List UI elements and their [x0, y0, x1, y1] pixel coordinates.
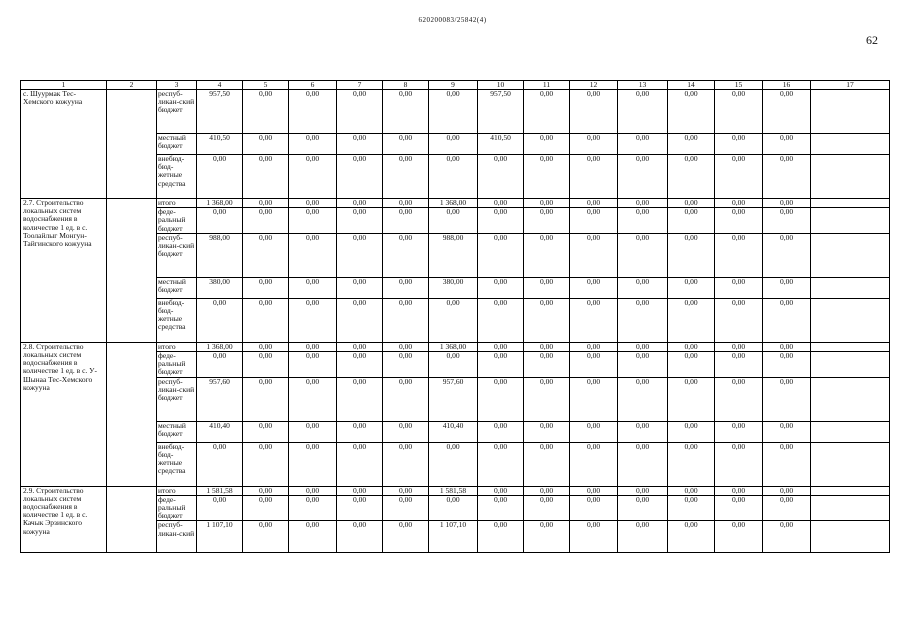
- item-name: 2.7. Строительство локальных систем водоснабжения в количестве 1 ед. в с. Тоолайлыг Монгун-Тайгинского кожууна: [21, 199, 107, 343]
- amount-cell: 0,00: [570, 521, 618, 553]
- funding-source: местный бюджет: [157, 134, 197, 155]
- amount-cell: 0,00: [289, 233, 337, 277]
- column-number: 2: [107, 81, 157, 90]
- amount-cell: 1 581,58: [197, 486, 243, 495]
- amount-cell: 0,00: [668, 233, 715, 277]
- amount-cell: 0,00: [197, 208, 243, 234]
- amount-cell: 0,00: [570, 155, 618, 199]
- amount-cell: 0,00: [289, 298, 337, 342]
- amount-cell: 0,00: [383, 208, 429, 234]
- amount-cell: 0,00: [383, 352, 429, 378]
- amount-cell: 0,00: [383, 155, 429, 199]
- amount-cell: 0,00: [618, 486, 668, 495]
- amount-cell: 0,00: [289, 90, 337, 134]
- amount-cell: 0,00: [478, 521, 524, 553]
- amount-cell: 0,00: [383, 486, 429, 495]
- amount-cell: 0,00: [289, 442, 337, 486]
- amount-cell: 0,00: [289, 521, 337, 553]
- amount-cell: 0,00: [570, 352, 618, 378]
- amount-cell: 0,00: [715, 521, 763, 553]
- amount-cell: 0,00: [570, 442, 618, 486]
- table-body: [21, 81, 890, 553]
- amount-cell: 0,00: [524, 377, 570, 421]
- funding-source: местный бюджет: [157, 421, 197, 442]
- notes-cell: [811, 442, 890, 486]
- amount-cell: 0,00: [524, 342, 570, 351]
- notes-cell: [811, 521, 890, 553]
- amount-cell: 0,00: [618, 298, 668, 342]
- amount-cell: 0,00: [618, 442, 668, 486]
- amount-cell: 0,00: [618, 342, 668, 351]
- page-number: 62: [866, 33, 878, 47]
- notes-cell: [811, 486, 890, 495]
- amount-cell: 0,00: [243, 377, 289, 421]
- amount-cell: 0,00: [524, 521, 570, 553]
- column-number: 4: [197, 81, 243, 90]
- amount-cell: 0,00: [243, 233, 289, 277]
- amount-cell: 0,00: [243, 134, 289, 155]
- amount-cell: 0,00: [524, 495, 570, 521]
- amount-cell: 410,40: [197, 421, 243, 442]
- amount-cell: 0,00: [289, 486, 337, 495]
- amount-cell: 988,00: [197, 233, 243, 277]
- amount-cell: 957,50: [478, 90, 524, 134]
- amount-cell: 1 107,10: [429, 521, 478, 553]
- amount-cell: 0,00: [524, 298, 570, 342]
- amount-cell: 0,00: [763, 342, 811, 351]
- amount-cell: 0,00: [478, 377, 524, 421]
- amount-cell: 0,00: [570, 495, 618, 521]
- column-number-row: [21, 81, 890, 90]
- amount-cell: 0,00: [763, 134, 811, 155]
- amount-cell: 0,00: [243, 352, 289, 378]
- amount-cell: 0,00: [715, 90, 763, 134]
- amount-cell: 0,00: [618, 134, 668, 155]
- amount-cell: 0,00: [383, 495, 429, 521]
- amount-cell: 0,00: [524, 90, 570, 134]
- amount-cell: 0,00: [618, 352, 668, 378]
- amount-cell: 1 368,00: [197, 199, 243, 208]
- amount-cell: 0,00: [429, 208, 478, 234]
- amount-cell: 0,00: [668, 199, 715, 208]
- amount-cell: 380,00: [197, 277, 243, 298]
- amount-cell: 0,00: [337, 442, 383, 486]
- funding-source: респуб-ликан-ский бюджет: [157, 377, 197, 421]
- amount-cell: 0,00: [337, 298, 383, 342]
- amount-cell: 0,00: [383, 90, 429, 134]
- amount-cell: 0,00: [289, 199, 337, 208]
- amount-cell: 0,00: [243, 486, 289, 495]
- amount-cell: 0,00: [337, 486, 383, 495]
- amount-cell: 957,50: [197, 90, 243, 134]
- amount-cell: 0,00: [243, 208, 289, 234]
- amount-cell: 0,00: [478, 421, 524, 442]
- amount-cell: 0,00: [618, 521, 668, 553]
- column-number: 17: [811, 81, 890, 90]
- amount-cell: 0,00: [668, 298, 715, 342]
- amount-cell: 0,00: [763, 208, 811, 234]
- amount-cell: 0,00: [197, 155, 243, 199]
- amount-cell: 0,00: [668, 342, 715, 351]
- column-number: 13: [618, 81, 668, 90]
- amount-cell: 0,00: [337, 421, 383, 442]
- amount-cell: 0,00: [763, 298, 811, 342]
- amount-cell: 0,00: [570, 208, 618, 234]
- amount-cell: 0,00: [618, 208, 668, 234]
- amount-cell: 0,00: [243, 495, 289, 521]
- amount-cell: 0,00: [715, 208, 763, 234]
- amount-cell: 0,00: [618, 155, 668, 199]
- table-row: [21, 486, 890, 495]
- notes-cell: [811, 134, 890, 155]
- amount-cell: 0,00: [618, 199, 668, 208]
- amount-cell: 0,00: [570, 134, 618, 155]
- amount-cell: 0,00: [478, 233, 524, 277]
- amount-cell: 0,00: [197, 352, 243, 378]
- amount-cell: 0,00: [715, 486, 763, 495]
- amount-cell: 0,00: [618, 277, 668, 298]
- funding-source: внебюд-бюд-жетные средства: [157, 298, 197, 342]
- amount-cell: 1 107,10: [197, 521, 243, 553]
- amount-cell: 0,00: [668, 155, 715, 199]
- item-name: с. Шуурмак Тес-Хемского кожууна: [21, 90, 107, 199]
- amount-cell: 0,00: [763, 155, 811, 199]
- notes-cell: [811, 208, 890, 234]
- notes-cell: [811, 155, 890, 199]
- funding-source: респуб-ликан-ский бюджет: [157, 90, 197, 134]
- amount-cell: 0,00: [763, 486, 811, 495]
- amount-cell: 0,00: [383, 442, 429, 486]
- amount-cell: 0,00: [243, 155, 289, 199]
- amount-cell: 0,00: [715, 421, 763, 442]
- amount-cell: 0,00: [197, 298, 243, 342]
- column-number: 7: [337, 81, 383, 90]
- amount-cell: 380,00: [429, 277, 478, 298]
- amount-cell: 0,00: [524, 421, 570, 442]
- amount-cell: 0,00: [429, 134, 478, 155]
- amount-cell: 0,00: [337, 352, 383, 378]
- amount-cell: 0,00: [243, 521, 289, 553]
- amount-cell: 0,00: [524, 208, 570, 234]
- amount-cell: 0,00: [289, 208, 337, 234]
- amount-cell: 0,00: [524, 155, 570, 199]
- amount-cell: 0,00: [763, 90, 811, 134]
- amount-cell: 0,00: [478, 486, 524, 495]
- item-name: 2.9. Строительство локальных систем водоснабжения в количестве 1 ед. в с. Качык Эрзинского кожууна: [21, 486, 107, 553]
- amount-cell: 0,00: [570, 199, 618, 208]
- amount-cell: 0,00: [429, 495, 478, 521]
- amount-cell: 0,00: [383, 199, 429, 208]
- amount-cell: 0,00: [337, 277, 383, 298]
- amount-cell: 0,00: [763, 277, 811, 298]
- amount-cell: 0,00: [715, 342, 763, 351]
- amount-cell: 0,00: [429, 155, 478, 199]
- column-number: 6: [289, 81, 337, 90]
- amount-cell: 0,00: [289, 421, 337, 442]
- amount-cell: 0,00: [763, 442, 811, 486]
- notes-cell: [811, 233, 890, 277]
- amount-cell: 0,00: [383, 277, 429, 298]
- amount-cell: 0,00: [289, 342, 337, 351]
- amount-cell: 0,00: [524, 277, 570, 298]
- amount-cell: 0,00: [570, 421, 618, 442]
- amount-cell: 0,00: [289, 495, 337, 521]
- amount-cell: 0,00: [668, 352, 715, 378]
- amount-cell: 0,00: [383, 134, 429, 155]
- column-number: 5: [243, 81, 289, 90]
- amount-cell: 0,00: [478, 442, 524, 486]
- amount-cell: 0,00: [243, 342, 289, 351]
- amount-cell: 0,00: [478, 277, 524, 298]
- amount-cell: 0,00: [524, 352, 570, 378]
- table-row: [21, 199, 890, 208]
- column-number: 11: [524, 81, 570, 90]
- amount-cell: 0,00: [337, 521, 383, 553]
- amount-cell: 0,00: [715, 233, 763, 277]
- amount-cell: 0,00: [337, 90, 383, 134]
- amount-cell: 0,00: [337, 155, 383, 199]
- notes-cell: [811, 342, 890, 351]
- amount-cell: 0,00: [243, 442, 289, 486]
- amount-cell: 0,00: [243, 421, 289, 442]
- amount-cell: 0,00: [618, 421, 668, 442]
- amount-cell: 0,00: [429, 298, 478, 342]
- amount-cell: 0,00: [478, 199, 524, 208]
- amount-cell: 0,00: [668, 377, 715, 421]
- amount-cell: 410,50: [478, 134, 524, 155]
- funding-source: итого: [157, 342, 197, 351]
- column-number: 10: [478, 81, 524, 90]
- amount-cell: 0,00: [668, 486, 715, 495]
- amount-cell: 0,00: [289, 155, 337, 199]
- funding-source: феде-ральный бюджет: [157, 208, 197, 234]
- amount-cell: 0,00: [715, 442, 763, 486]
- amount-cell: 0,00: [337, 342, 383, 351]
- column-number: 15: [715, 81, 763, 90]
- amount-cell: 0,00: [289, 134, 337, 155]
- amount-cell: 0,00: [243, 199, 289, 208]
- amount-cell: 410,50: [197, 134, 243, 155]
- amount-cell: 0,00: [337, 233, 383, 277]
- column-number: 14: [668, 81, 715, 90]
- amount-cell: 410,40: [429, 421, 478, 442]
- executor-cell: [107, 486, 157, 553]
- notes-cell: [811, 352, 890, 378]
- amount-cell: 0,00: [478, 495, 524, 521]
- amount-cell: 0,00: [668, 421, 715, 442]
- notes-cell: [811, 377, 890, 421]
- amount-cell: 0,00: [478, 342, 524, 351]
- amount-cell: 0,00: [243, 298, 289, 342]
- amount-cell: 0,00: [197, 495, 243, 521]
- notes-cell: [811, 421, 890, 442]
- amount-cell: 0,00: [618, 377, 668, 421]
- executor-cell: [107, 199, 157, 343]
- amount-cell: 0,00: [715, 155, 763, 199]
- amount-cell: 0,00: [429, 352, 478, 378]
- table-row: [21, 342, 890, 351]
- amount-cell: 957,60: [197, 377, 243, 421]
- funding-source: итого: [157, 199, 197, 208]
- amount-cell: 0,00: [478, 352, 524, 378]
- column-number: 16: [763, 81, 811, 90]
- amount-cell: 0,00: [570, 233, 618, 277]
- amount-cell: 0,00: [524, 442, 570, 486]
- amount-cell: 0,00: [337, 377, 383, 421]
- funding-source: респуб-ликан-ский: [157, 521, 197, 553]
- notes-cell: [811, 277, 890, 298]
- amount-cell: 0,00: [524, 199, 570, 208]
- amount-cell: 0,00: [478, 208, 524, 234]
- executor-cell: [107, 90, 157, 199]
- amount-cell: 0,00: [337, 134, 383, 155]
- amount-cell: 0,00: [337, 208, 383, 234]
- amount-cell: 0,00: [524, 233, 570, 277]
- amount-cell: 0,00: [668, 521, 715, 553]
- amount-cell: 0,00: [570, 277, 618, 298]
- column-number: 1: [21, 81, 107, 90]
- amount-cell: 0,00: [429, 90, 478, 134]
- amount-cell: 0,00: [243, 90, 289, 134]
- item-name: 2.8. Строительство локальных систем водоснабжения в количестве 1 ед. в с. У-Шынаа Тес-Хемского кожууна: [21, 342, 107, 486]
- amount-cell: 0,00: [478, 155, 524, 199]
- amount-cell: 1 368,00: [429, 342, 478, 351]
- table-row: [21, 90, 890, 134]
- notes-cell: [811, 495, 890, 521]
- amount-cell: 0,00: [763, 352, 811, 378]
- amount-cell: 0,00: [570, 377, 618, 421]
- amount-cell: 0,00: [570, 90, 618, 134]
- amount-cell: 0,00: [715, 277, 763, 298]
- amount-cell: 0,00: [429, 442, 478, 486]
- amount-cell: 0,00: [668, 495, 715, 521]
- executor-cell: [107, 342, 157, 486]
- amount-cell: 0,00: [668, 134, 715, 155]
- amount-cell: 0,00: [383, 233, 429, 277]
- document-code: 620200083/25842(4): [418, 16, 487, 24]
- column-number: 12: [570, 81, 618, 90]
- amount-cell: 1 581,58: [429, 486, 478, 495]
- amount-cell: 0,00: [289, 352, 337, 378]
- amount-cell: 0,00: [524, 134, 570, 155]
- amount-cell: 0,00: [715, 298, 763, 342]
- amount-cell: 0,00: [337, 495, 383, 521]
- amount-cell: 0,00: [618, 495, 668, 521]
- amount-cell: 0,00: [337, 199, 383, 208]
- amount-cell: 0,00: [383, 377, 429, 421]
- amount-cell: 0,00: [763, 233, 811, 277]
- funding-source: феде-ральный бюджет: [157, 352, 197, 378]
- amount-cell: 0,00: [618, 90, 668, 134]
- amount-cell: 0,00: [383, 421, 429, 442]
- amount-cell: 0,00: [524, 486, 570, 495]
- notes-cell: [811, 90, 890, 134]
- budget-table: [20, 80, 890, 553]
- notes-cell: [811, 199, 890, 208]
- funding-source: итого: [157, 486, 197, 495]
- amount-cell: 0,00: [763, 421, 811, 442]
- amount-cell: 1 368,00: [429, 199, 478, 208]
- amount-cell: 0,00: [715, 495, 763, 521]
- amount-cell: 0,00: [478, 298, 524, 342]
- amount-cell: 0,00: [715, 199, 763, 208]
- amount-cell: 0,00: [668, 90, 715, 134]
- column-number: 3: [157, 81, 197, 90]
- funding-source: местный бюджет: [157, 277, 197, 298]
- amount-cell: 0,00: [668, 208, 715, 234]
- amount-cell: 0,00: [570, 298, 618, 342]
- funding-source: феде-ральный бюджет: [157, 495, 197, 521]
- amount-cell: 1 368,00: [197, 342, 243, 351]
- amount-cell: 0,00: [383, 298, 429, 342]
- amount-cell: 0,00: [668, 442, 715, 486]
- amount-cell: 0,00: [668, 277, 715, 298]
- funding-source: внебюд-бюд-жетные средства: [157, 442, 197, 486]
- notes-cell: [811, 298, 890, 342]
- amount-cell: 0,00: [715, 377, 763, 421]
- amount-cell: 0,00: [243, 277, 289, 298]
- amount-cell: 0,00: [763, 199, 811, 208]
- amount-cell: 0,00: [197, 442, 243, 486]
- funding-source: респуб-ликан-ский бюджет: [157, 233, 197, 277]
- amount-cell: 0,00: [289, 277, 337, 298]
- amount-cell: 0,00: [763, 377, 811, 421]
- amount-cell: 957,60: [429, 377, 478, 421]
- amount-cell: 0,00: [570, 342, 618, 351]
- amount-cell: 0,00: [715, 352, 763, 378]
- amount-cell: 0,00: [763, 495, 811, 521]
- column-number: 8: [383, 81, 429, 90]
- amount-cell: 0,00: [763, 521, 811, 553]
- amount-cell: 0,00: [715, 134, 763, 155]
- amount-cell: 0,00: [570, 486, 618, 495]
- amount-cell: 988,00: [429, 233, 478, 277]
- amount-cell: 0,00: [618, 233, 668, 277]
- column-number: 9: [429, 81, 478, 90]
- amount-cell: 0,00: [289, 377, 337, 421]
- funding-source: внебюд-бюд-жетные средства: [157, 155, 197, 199]
- amount-cell: 0,00: [383, 521, 429, 553]
- amount-cell: 0,00: [383, 342, 429, 351]
